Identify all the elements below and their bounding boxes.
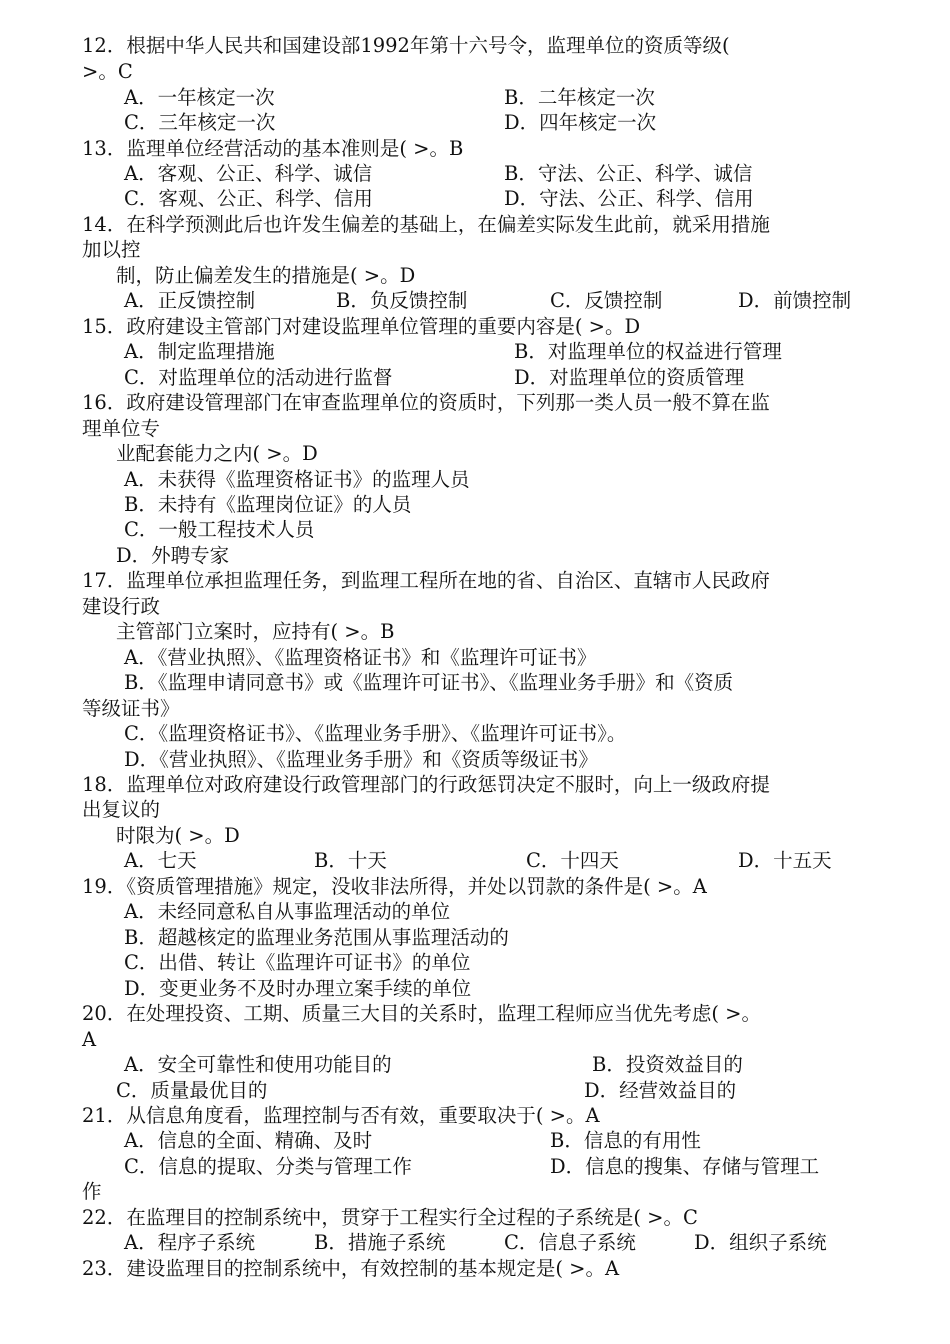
- q16-option-c: C．一般工程技术人员: [124, 518, 315, 541]
- q17-stem: 17．监理单位承担监理任务，到监理工程所在地的省、自治区、直辖市人民政府: [82, 569, 770, 592]
- q13-option-d: D．守法、公正、科学、信用: [504, 187, 754, 210]
- q18-option-c: C．十四天: [526, 849, 619, 872]
- q12-stem: 12．根据中华人民共和国建设部1992年第十六号令，监理单位的资质等级(: [82, 34, 730, 57]
- q15-option-b: B．对监理单位的权益进行管理: [514, 340, 782, 363]
- q22-option-a: A．程序子系统: [124, 1231, 256, 1254]
- q16-option-b: B．未持有《监理岗位证》的人员: [124, 493, 412, 516]
- q17-option-d: D．《营业执照》、《监理业务手册》和《资质等级证书》: [124, 748, 598, 771]
- q21-option-d: D．信息的搜集、存储与管理工: [550, 1155, 820, 1178]
- q19-option-b: B．超越核定的监理业务范围从事监理活动的: [124, 926, 509, 949]
- q14-option-a: A．正反馈控制: [124, 289, 256, 312]
- q17-option-b: B．《监理申请同意书》或《监理许可证书》、《监理业务手册》和《资质: [124, 671, 734, 694]
- q14-option-c: C．反馈控制: [550, 289, 663, 312]
- q18-stem-cont: 出复议的: [82, 798, 161, 821]
- q17-option-a: A．《营业执照》、《监理资格证书》和《监理许可证书》: [124, 646, 597, 669]
- q20-option-b: B．投资效益目的: [592, 1053, 743, 1076]
- q21-option-b: B．信息的有用性: [550, 1129, 701, 1152]
- q23-stem: 23．建设监理目的控制系统中，有效控制的基本规定是( >。A: [82, 1257, 620, 1280]
- q21-option-d-cont: 作: [82, 1180, 102, 1203]
- q22-option-d: D．组织子系统: [694, 1231, 827, 1254]
- q18-stem: 18．监理单位对政府建设行政管理部门的行政惩罚决定不服时，向上一级政府提: [82, 773, 770, 796]
- q22-option-b: B．措施子系统: [314, 1231, 446, 1254]
- q20-answer: A: [82, 1028, 97, 1051]
- q19-stem: 19．《资质管理措施》规定，没收非法所得，并处以罚款的条件是( >。A: [82, 875, 707, 898]
- q18-option-b: B．十天: [314, 849, 387, 872]
- q17-option-b-cont: 等级证书》: [82, 697, 180, 720]
- q21-option-a: A．信息的全面、精确、及时: [124, 1129, 373, 1152]
- q16-stem-cont: 理单位专: [82, 417, 161, 440]
- q14-option-b: B．负反馈控制: [336, 289, 468, 312]
- q15-option-c: C．对监理单位的活动进行监督: [124, 366, 393, 389]
- q12-option-d: D．四年核定一次: [504, 111, 657, 134]
- q18-option-a: A．七天: [124, 849, 197, 872]
- q13-option-b: B．守法、公正、科学、诚信: [504, 162, 753, 185]
- q12-option-b: B．二年核定一次: [504, 86, 655, 109]
- q17-stem-end: 主管部门立案时，应持有( >。B: [116, 620, 395, 643]
- q16-stem: 16．政府建设管理部门在审查监理单位的资质时，下列那一类人员一般不算在监: [82, 391, 770, 414]
- q15-option-d: D．对监理单位的资质管理: [514, 366, 745, 389]
- q20-option-d: D．经营效益目的: [584, 1079, 737, 1102]
- q16-option-a: A．未获得《监理资格证书》的监理人员: [124, 468, 470, 491]
- q12-answer: >。C: [82, 60, 133, 83]
- q13-option-c: C．客观、公正、科学、信用: [124, 187, 373, 210]
- q12-option-c: C．三年核定一次: [124, 111, 276, 134]
- q16-stem-end: 业配套能力之内( >。D: [116, 442, 318, 465]
- q21-option-c: C．信息的提取、分类与管理工作: [124, 1155, 412, 1178]
- q20-option-c: C．质量最优目的: [116, 1079, 268, 1102]
- q16-option-d: D．外聘专家: [116, 544, 230, 567]
- q13-stem: 13．监理单位经营活动的基本准则是( >。B: [82, 137, 464, 160]
- q18-stem-end: 时限为( >。D: [116, 824, 240, 847]
- q14-stem: 14．在科学预测此后也许发生偏差的基础上，在偏差实际发生此前，就采用措施: [82, 213, 770, 236]
- q17-stem-cont: 建设行政: [82, 595, 161, 618]
- q20-option-a: A．安全可靠性和使用功能目的: [124, 1053, 392, 1076]
- q15-option-a: A．制定监理措施: [124, 340, 275, 363]
- q21-stem: 21．从信息角度看，监理控制与否有效，重要取决于( >。A: [82, 1104, 600, 1127]
- q19-option-d: D．变更业务不及时办理立案手续的单位: [124, 977, 472, 1000]
- q22-option-c: C．信息子系统: [504, 1231, 636, 1254]
- q17-option-c: C．《监理资格证书》、《监理业务手册》、《监理许可证书》。: [124, 722, 627, 745]
- q18-option-d: D．十五天: [738, 849, 832, 872]
- q20-stem: 20．在处理投资、工期、质量三大目的关系时，监理工程师应当优先考虑( >。: [82, 1002, 761, 1025]
- q15-stem: 15．政府建设主管部门对建设监理单位管理的重要内容是( >。D: [82, 315, 641, 338]
- q19-option-a: A．未经同意私自从事监理活动的单位: [124, 900, 451, 923]
- q12-option-a: A．一年核定一次: [124, 86, 275, 109]
- q14-stem-end: 制，防止偏差发生的措施是( >。D: [116, 264, 416, 287]
- q19-option-c: C．出借、转让《监理许可证书》的单位: [124, 951, 471, 974]
- q14-option-d: D．前馈控制: [738, 289, 852, 312]
- q22-stem: 22．在监理目的控制系统中，贯穿于工程实行全过程的子系统是( >。C: [82, 1206, 698, 1229]
- q14-stem-cont: 加以控: [82, 238, 141, 261]
- q13-option-a: A．客观、公正、科学、诚信: [124, 162, 373, 185]
